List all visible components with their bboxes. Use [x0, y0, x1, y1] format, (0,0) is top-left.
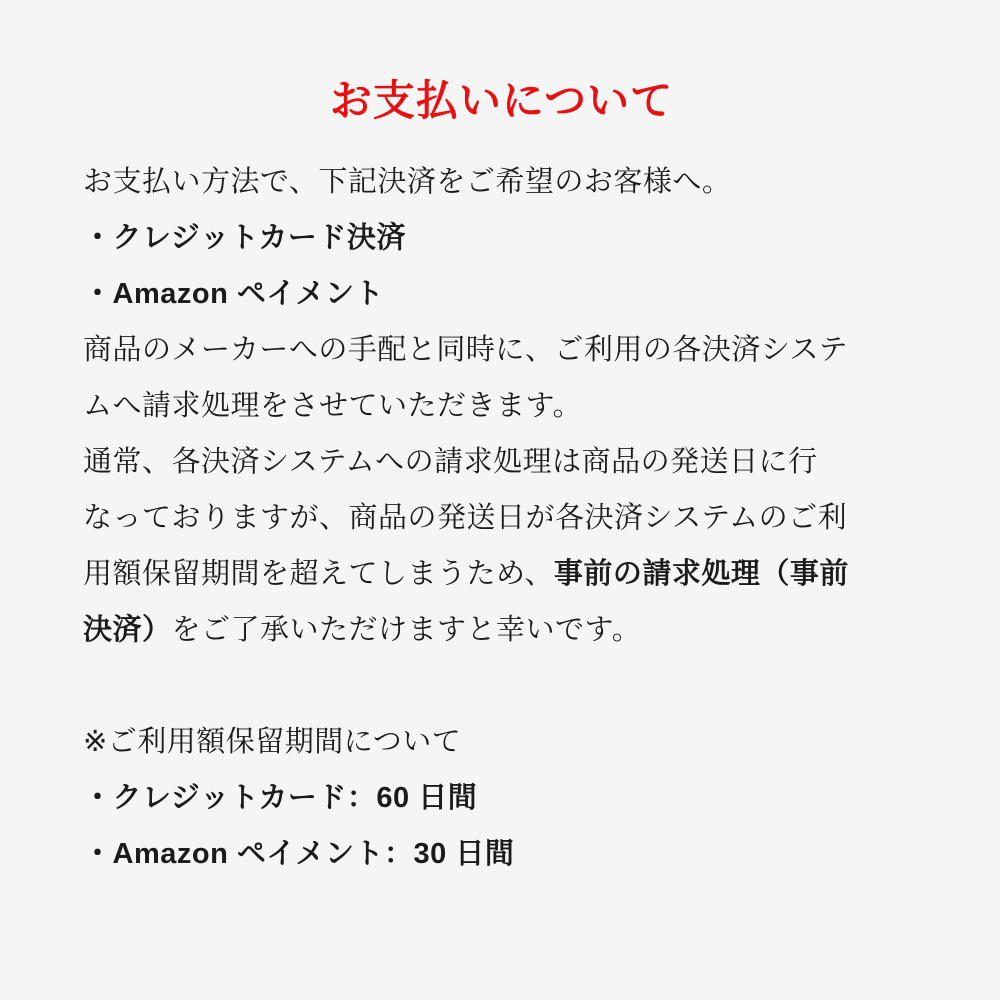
emphasis-line-1-bold-text: 事前の請求処理（事前: [553, 558, 849, 590]
note-heading: ※ご利用額保留期間について: [83, 726, 462, 758]
note-item-amazon-payment: ・Amazon ペイメント：30 日間: [83, 838, 515, 870]
paragraph-line-2: ムへ請求処理をさせていただきます。: [83, 390, 583, 422]
emphasis-line-2-bold-text: 決済）: [83, 614, 172, 646]
paragraph-line-4: なっておりますが、商品の発送日が各決済システムのご利: [83, 502, 848, 534]
hold-period-note: [83, 714, 920, 882]
intro-line: お支払い方法で、下記決済をご希望のお客様へ。: [83, 166, 732, 198]
body-content: [83, 154, 920, 882]
emphasis-line-1-regular-text: 用額保留期間を超えてしまうため、: [83, 558, 554, 590]
paragraph-line-3: 通常、各決済システムへの請求処理は商品の発送日に行: [83, 446, 818, 478]
note-item-credit-card: ・クレジットカード：60 日間: [83, 782, 478, 814]
emphasis-line-1: [83, 546, 920, 602]
emphasis-line-2-regular-text: をご了承いただけますと幸いです。: [171, 614, 642, 646]
paragraph-line-1: 商品のメーカーへの手配と同時に、ご利用の各決済システ: [83, 334, 848, 366]
page-title: お支払いについて: [329, 77, 674, 124]
emphasis-line-2: [83, 602, 920, 658]
payment-method-credit-card: ・クレジットカード決済: [83, 222, 406, 254]
payment-method-amazon-payment: ・Amazon ペイメント: [83, 278, 385, 310]
